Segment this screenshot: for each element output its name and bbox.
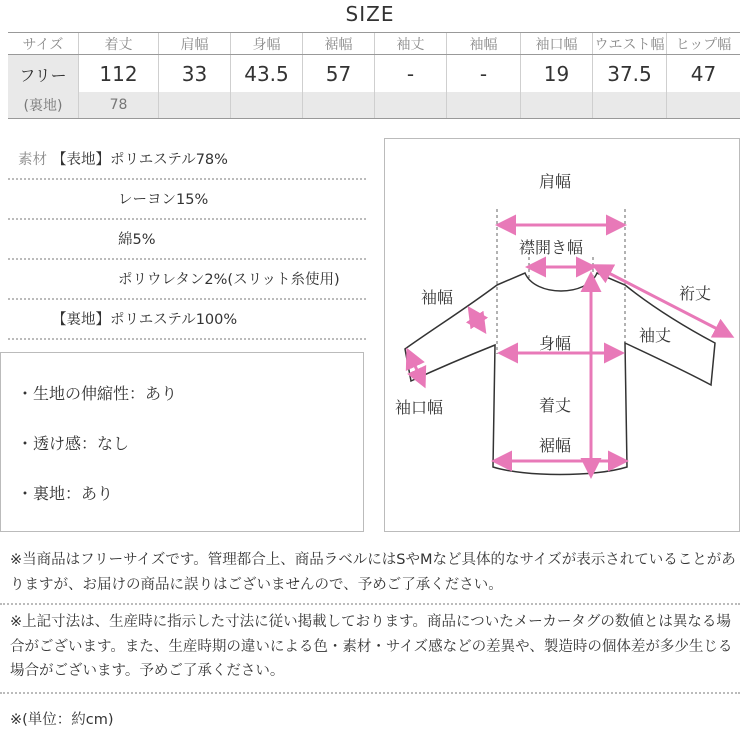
label-sleeve-length: 袖丈 [639,326,672,345]
cell-lining-length: 78 [78,92,158,118]
cell-lining-empty [374,92,446,118]
cell-sleeve-width: - [446,55,520,93]
material-outer-polyester: 【表地】ポリエステル78% [52,152,228,168]
note-divider [0,692,740,694]
header-waist: ウエスト幅 [592,33,666,55]
material-lining-polyester: 【裏地】ポリエステル100% [52,312,238,328]
label-neck: 襟開き幅 [519,238,584,257]
cell-shoulder: 33 [158,55,230,93]
sleeve-width-arrow [471,311,483,329]
cell-lining-empty [446,92,520,118]
header-hip: ヒップ幅 [666,33,740,55]
fabric-features-box [0,352,364,532]
size-row-free [8,54,740,94]
cell-lining-empty [520,92,592,118]
feature-lining: ・裏地：あり [17,484,114,503]
header-sleeve-width: 袖幅 [446,33,520,55]
label-yuki: 裄丈 [679,284,712,303]
cell-lining-empty [592,92,666,118]
material-line [8,180,366,220]
feature-sheerness: ・透け感：なし [17,434,130,453]
measurement-diagram [384,138,740,532]
label-shoulder: 肩幅 [539,172,572,191]
material-cotton: 綿5% [118,232,156,248]
header-size: サイズ [22,37,64,53]
note-unit: ※(単位：約cm) [10,712,114,728]
material-line [8,260,366,300]
material-rayon: レーヨン15% [118,192,209,208]
header-body-width: 身幅 [230,33,302,55]
header-length: 着丈 [78,33,158,55]
header-cuff: 袖口幅 [520,33,592,55]
cell-cuff: 19 [520,55,592,93]
cell-lining-empty [302,92,374,118]
size-table-header [8,32,740,55]
material-line [8,220,366,260]
header-sleeve-length: 袖丈 [374,33,446,55]
size-title: SIZE [345,2,395,26]
cell-hip: 47 [666,55,740,93]
label-length: 着丈 [539,396,572,415]
cell-lining-empty [230,92,302,118]
cell-waist: 37.5 [592,55,666,93]
header-shoulder: 肩幅 [158,33,230,55]
label-body-width: 身幅 [539,334,572,353]
cell-hem: 57 [302,55,374,93]
note-measurements: ※上記寸法は、生産時に指示した寸法に従い掲載しております。商品についたメーカータグの数値とは異なる場合がございます。また、生産時期の違いによる色・素材・サイズ感などの差異や、製造時の個体差が多少生じる場合がございます。予めご了承ください。 [10,614,733,679]
material-line [8,300,366,340]
cell-sleeve-length: - [374,55,446,93]
cell-lining-empty [666,92,740,118]
note-divider [0,603,740,605]
note-free-size: ※当商品はフリーサイズです。管理都合上、商品ラベルにはSやMなど具体的なサイズが表示されていることがありますが、お届けの商品に誤りはございませんので、予めご了承ください。 [10,552,736,593]
label-cuff: 袖口幅 [395,398,444,417]
cell-body-width: 43.5 [230,55,302,93]
label-hem: 裾幅 [539,436,572,455]
label-sleeve-width: 袖幅 [421,288,454,307]
header-hem: 裾幅 [302,33,374,55]
cell-lining-label: (裏地) [23,98,63,114]
feature-stretch: ・生地の伸縮性：あり [17,384,178,403]
material-prefix: 素材 [18,152,47,168]
material-polyurethane: ポリウレタン2%(スリット糸使用) [118,272,340,288]
size-row-lining [8,92,740,119]
cell-length: 112 [78,55,158,93]
cell-lining-empty [158,92,230,118]
material-line [8,140,366,180]
cell-size-label: フリー [8,55,78,93]
